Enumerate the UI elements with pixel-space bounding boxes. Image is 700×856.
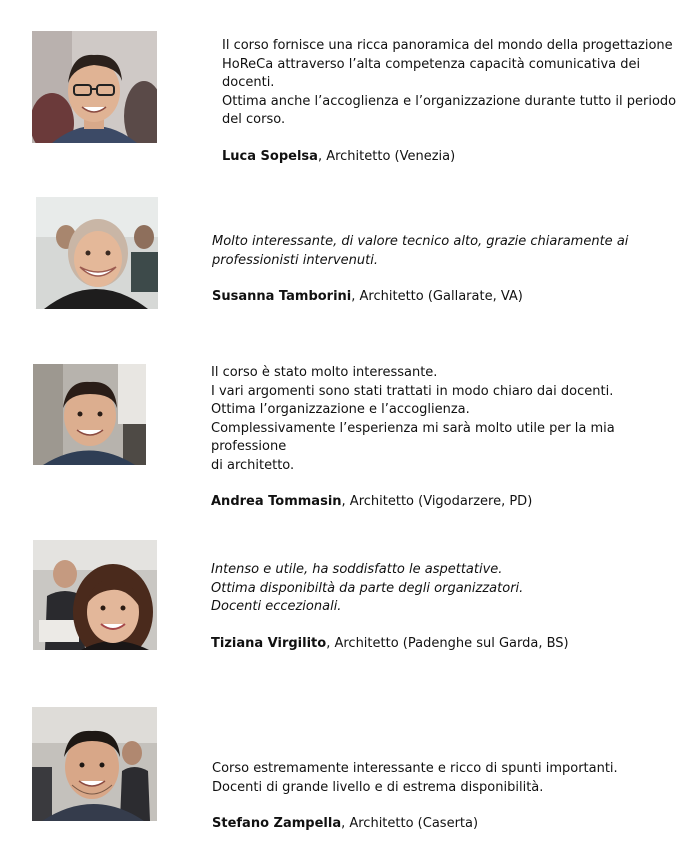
quote-line: Il corso è stato molto interessante. (211, 365, 438, 380)
quote-line: del corso. (222, 112, 286, 127)
quote-line: Molto interessante, di valore tecnico alto, grazie chiaramente ai (212, 234, 629, 249)
quote-line: Corso estremamente interessante e ricco di spunti importanti. (212, 761, 618, 776)
quote-line: HoReCa attraverso l’alta competenza capacità comunicativa dei docenti. (222, 56, 641, 90)
quote-line: Intenso e utile, ha soddisfatto le aspettative. (211, 562, 503, 577)
photo-susanna-tamborini (36, 197, 158, 309)
author-signature (211, 635, 681, 654)
testimonial-5 (212, 760, 682, 834)
testimonial-3 (211, 364, 686, 512)
author-signature (222, 148, 682, 167)
photo-andrea-tommasin (33, 364, 146, 465)
quote-line: Docenti eccezionali. (211, 599, 342, 614)
photo-luca-sopelsa (32, 31, 157, 143)
testimonial-1 (222, 37, 682, 166)
author-name: Luca Sopelsa (222, 148, 318, 164)
author-role: , Architetto (Vigodarzere, PD) (341, 494, 533, 509)
quote-line: Complessivamente l’esperienza mi sarà molto utile per la mia professione (211, 420, 615, 454)
photo-tiziana-virgilito (33, 540, 157, 650)
quote-line: di architetto. (211, 457, 295, 473)
author-name: Susanna Tamborini (212, 289, 352, 304)
author-role: , Architetto (Caserta) (341, 816, 479, 831)
quote-line: Docenti di grande livello e di estrema disponibilità. (212, 779, 544, 795)
author-name: Andrea Tommasin (211, 494, 342, 509)
quote-line: Ottima anche l’accoglienza e l’organizzazione durante tutto il periodo (222, 93, 677, 109)
author-signature (211, 493, 686, 512)
author-name: Tiziana Virgilito (211, 635, 327, 651)
author-signature (212, 815, 682, 834)
quote-line: Il corso fornisce una ricca panoramica del mondo della progettazione (222, 38, 673, 53)
author-signature (212, 288, 682, 307)
quote-line: Ottima disponibiltà da parte degli organizzatori. (211, 580, 524, 596)
author-role: , Architetto (Gallarate, VA) (351, 289, 523, 304)
author-role: , Architetto (Padenghe sul Garda, BS) (326, 635, 569, 651)
testimonial-2 (212, 233, 682, 307)
quote-line: Ottima l’organizzazione e l’accoglienza. (211, 402, 470, 417)
quote-line: I vari argomenti sono stati trattati in modo chiaro dai docenti. (211, 383, 614, 399)
testimonial-4 (211, 561, 681, 653)
author-name: Stefano Zampella (212, 816, 342, 831)
photo-stefano-zampella (32, 707, 157, 821)
author-role: , Architetto (Venezia) (317, 148, 456, 164)
quote-line: professionisti intervenuti. (212, 252, 379, 268)
